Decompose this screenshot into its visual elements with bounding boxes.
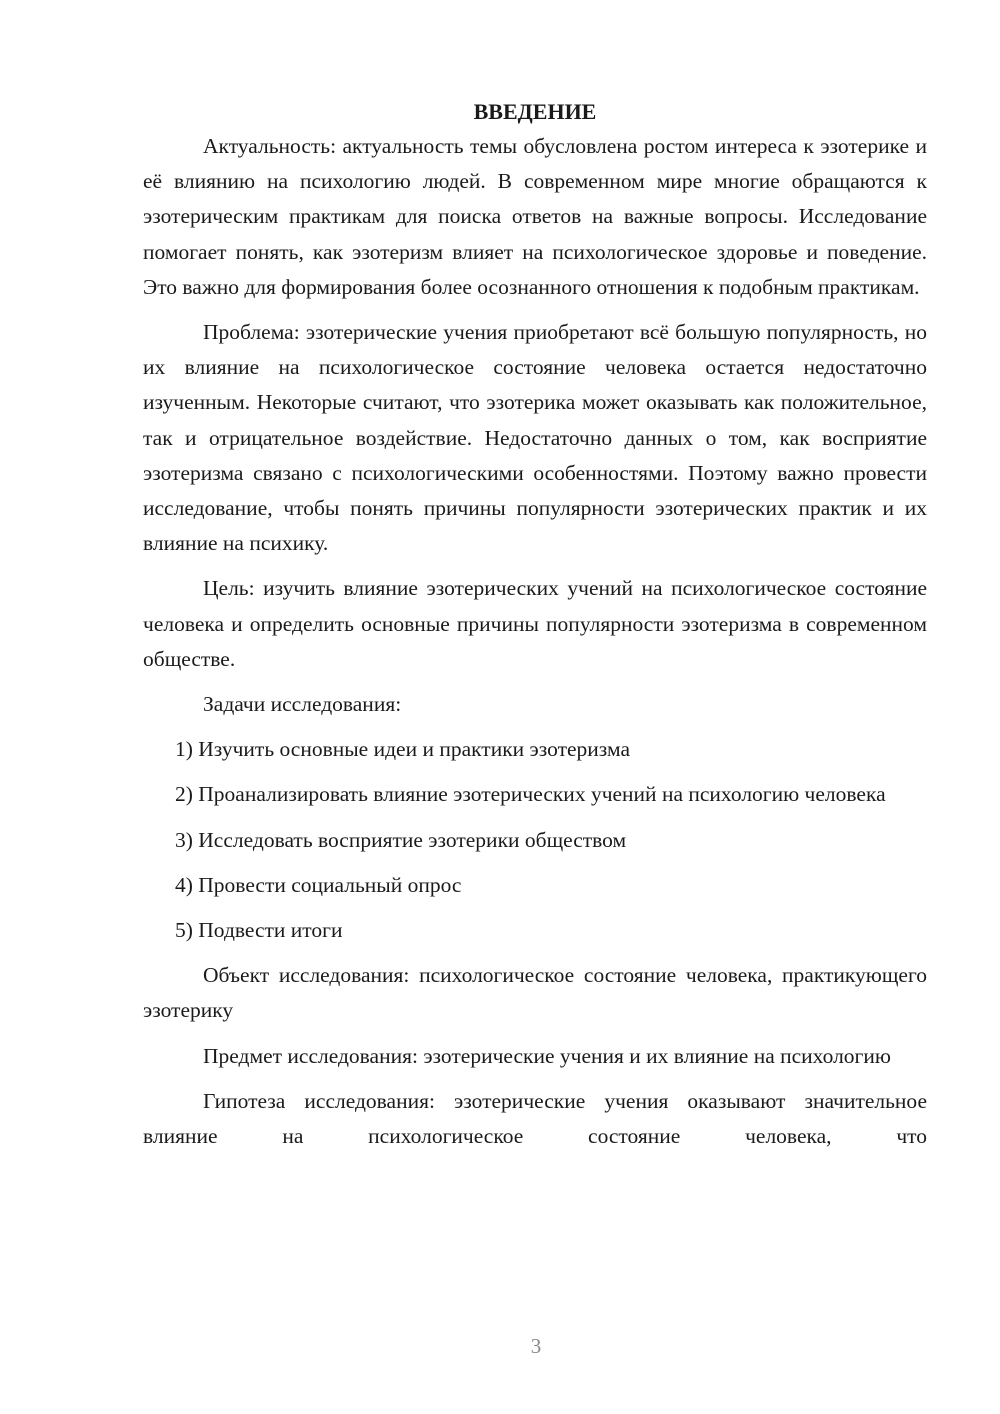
paragraph-tasks-heading: Задачи исследования: (203, 692, 402, 717)
paragraph-problem: Проблема: эзотерические учения приобретают всё большую популярность, но их влияние на психологическое состояние человека остается недостаточно изученным. Некоторые считают, что эзотерика может оказывать как положительное, так и отрицательное воздействие. Недостаточно данных о том, как восприятие эзотеризма связано с психологическими особенностями. Поэтому важно провести исследование, чтобы понять причины популярности эзотерических практик и их влияние на психику. (143, 320, 927, 556)
paragraph-relevance: Актуальность: актуальность темы обусловлена ростом интереса к эзотерике и её влиянию на психологию людей. В современном мире многие обращаются к эзотерическим практикам для поиска ответов на важные вопросы. Исследование помогает понять, как эзотеризм влияет на психологическое здоровье и поведение. Это важно для формирования более осознанного отношения к подобным практикам. (143, 134, 927, 299)
paragraph-hypothesis: Гипотеза исследования: эзотерические учения оказывают значительное влияние на психологическое состояние человека, что (143, 1088, 927, 1149)
paragraph-object: Объект исследования: психологическое состояние человека, практикующего эзотерику (143, 963, 927, 1023)
task-item-5: 5) Подвести итоги (175, 918, 343, 943)
paragraph-subject: Предмет исследования: эзотерические учения и их влияние на психологию (203, 1043, 891, 1068)
task-item-4: 4) Провести социальный опрос (175, 872, 462, 897)
paragraph-goal: Цель: изучить влияние эзотерических учений на психологическое состояние человека и определить основные причины популярности эзотеризма в современном обществе. (143, 576, 927, 671)
task-item-1: 1) Изучить основные идеи и практики эзотеризма (175, 737, 630, 762)
page-content (143, 94, 927, 1154)
task-item-2: 2) Проанализировать влияние эзотерических учений на психологию человека (175, 782, 886, 807)
page-number: 3 (530, 1334, 542, 1358)
section-title: ВВЕДЕНИЕ (473, 99, 597, 124)
task-item-3: 3) Исследовать восприятие эзотерики обществом (175, 827, 627, 852)
